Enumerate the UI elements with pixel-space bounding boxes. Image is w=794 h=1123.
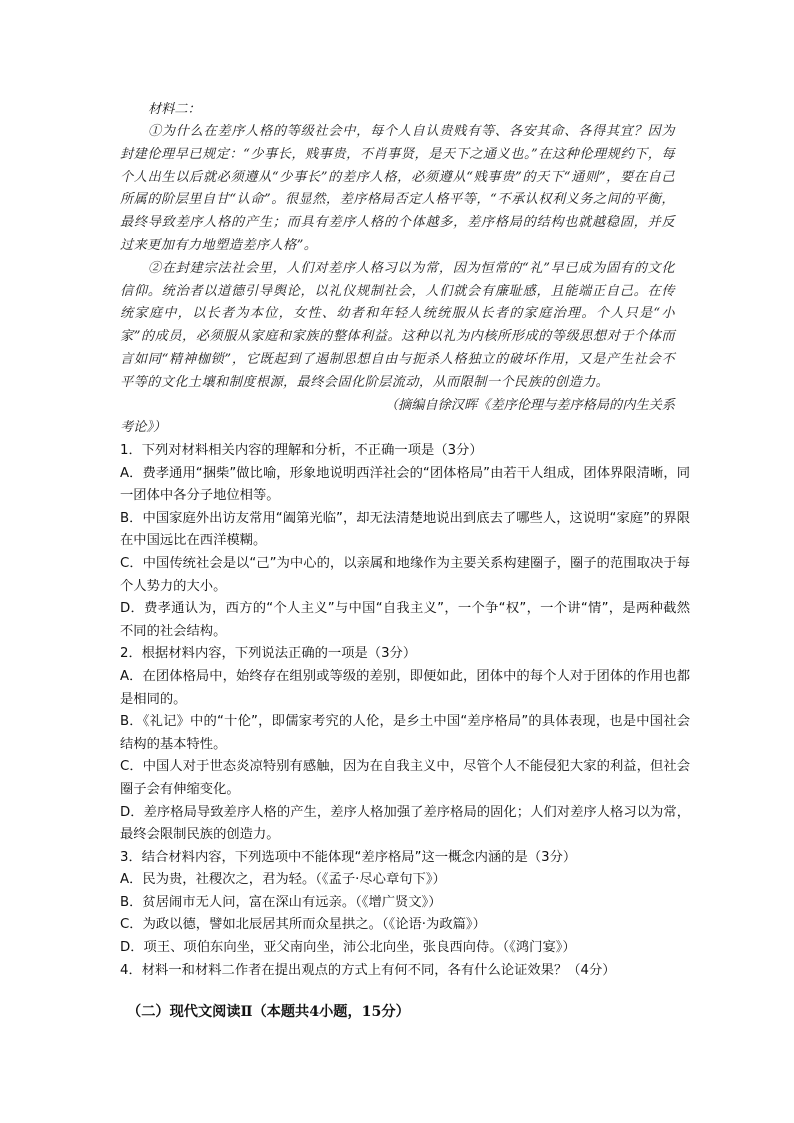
question-2-stem: 2．根据材料内容，下列说法正确的一项是（3分） [120, 646, 417, 662]
material-two-paragraph-2: ②在封建宗法社会里，人们对差序人格习以为常，因为恒常的“礼”早已成为固有的文化信仰。统治者以道德引导舆论，以礼仪规制社会，人们就会有廉耻感，且能端正自己。在传统家庭中，以长者为本位，女性、幼者和年轻人统统服从长者的家庭治理。个人只是“小家”的成员，必须服从家庭和家族的整体利益。这种以礼为内核所形成的等级思想对于个体而言如同“精神枷锁”，它既起到了遏制思想自由与扼杀人格独立的破坏作用，又是产生社会不平等的文化土壤和制度根源，最终会固化阶层流动，从而限制一个民族的创造力。 [120, 260, 675, 390]
material-two-source: （摘编自徐汉晖《差序伦理与差序格局的内生关系 [384, 397, 675, 413]
question-3-option-c: C．为政以德，譬如北辰居其所而众星拱之。（《论语·为政篇》） [120, 917, 486, 933]
question-1-option-a: A．费孝通用“捆柴”做比喻，形象地说明西洋社会的“团体格局”由若干人组成，团体界限清晰，同一团体中各分子地位相等。 [120, 465, 690, 504]
question-1-stem: 1．下列对材料相关内容的理解和分析，不正确一项是（3分） [120, 443, 483, 458]
question-3-option-b: B．贫居闹市无人问，富在深山有远亲。（《增广贤文》） [120, 894, 442, 910]
question-1-option-b: B．中国家庭外出访友常用“阖第光临”，却无法清楚地说出到底去了哪些人，这说明“家庭”的界限在中国远比在西洋模糊。 [120, 510, 690, 549]
question-2-option-a: A．在团体格局中，始终存在组别或等级的差别，即便如此，团体中的每个人对于团体的作用也都是相同的。 [120, 668, 690, 707]
question-2-option-b: B．《礼记》中的“十伦”，即儒家考究的人伦，是乡土中国“差序格局”的具体表现，也是中国社会结构的基本特性。 [120, 714, 690, 752]
material-two-paragraph-1: ①为什么在差序人格的等级社会中，每个人自认贵贱有等、各安其命、各得其宜？因为封建伦理早已规定：“少事长，贱事贵，不肖事贤，是天下之通义也。”在这种伦理规约下，每个人出生以后就必须遵从“少事长”的差序人格，必须遵从“贱事贵”的天下“通则”，要在自己所属的阶层里自甘“认命”。很显然，差序格局否定人格平等，“不承认权利义务之间的平衡，最终导致差序人格的产生；而具有差序人格的个体越多，差序格局的结构也就越稳固，并反过来更加有力地塑造差序人格”。 [120, 124, 675, 253]
question-list [120, 440, 690, 982]
question-4-stem: 4．材料一和材料二作者在提出观点的方式上有何不同，各有什么论证效果？（4分） [120, 962, 616, 978]
question-2-option-d: D．差序格局导致差序人格的产生，差序人格加强了差序格局的固化；人们对差序人格习以为常，最终会限制民族的创造力。 [120, 804, 690, 843]
material-two-title: 材料二： [148, 102, 201, 117]
question-3-option-a: A．民为贵，社稷次之，君为轻。（《孟子·尽心章句下》） [120, 872, 446, 888]
section-heading: （二）现代文阅读Ⅱ（本题共4小题，15分） [127, 1004, 410, 1020]
material-two-body [120, 121, 675, 440]
question-3-option-d: D．项王、项伯东向坐，亚父南向坐，沛公北向坐，张良西向侍。（《鸿门宴》） [120, 940, 576, 956]
question-2-option-c: C．中国人对于世态炎凉特别有感触，因为在自我主义中，尽管个人不能侵犯大家的利益，但社会圈子会有伸缩变化。 [120, 759, 690, 797]
question-3-stem: 3．结合材料内容，下列选项中不能体现“差序格局”这一概念内涵的是（3分） [120, 849, 577, 865]
question-1-option-d: D．费孝通认为，西方的“个人主义”与中国“自我主义”，一个争“权”，一个讲“情”，是两种截然不同的社会结构。 [120, 601, 690, 639]
question-1-option-c: C．中国传统社会是以“己”为中心的，以亲属和地缘作为主要关系构建圈子，圈子的范围取决于每个人势力的大小。 [120, 555, 690, 594]
material-two-source-cont: 考论》） [120, 420, 167, 436]
